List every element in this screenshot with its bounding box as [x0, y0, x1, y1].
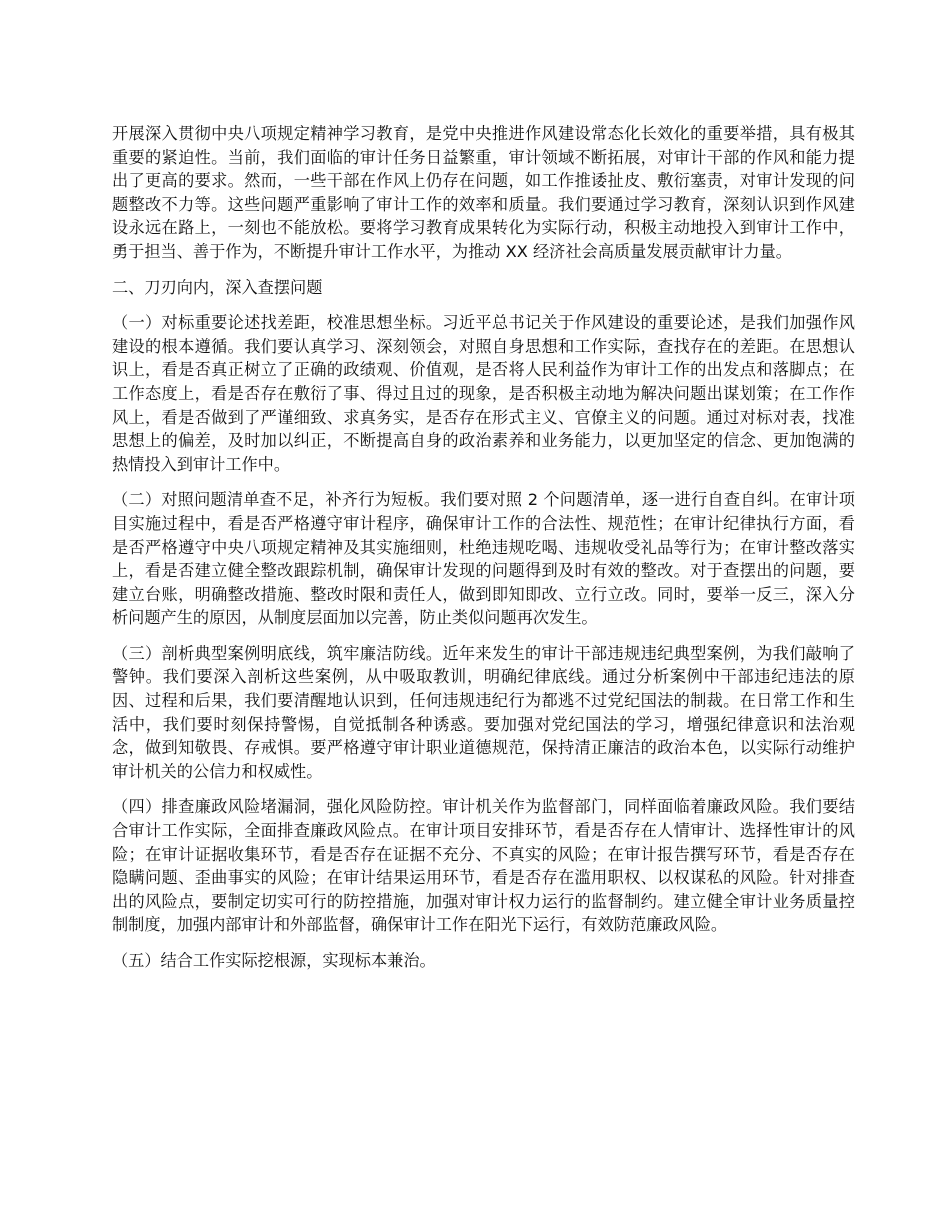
paragraph-item-2: （二）对照问题清单查不足，补齐行为短板。我们要对照 2 个问题清单，逐一进行自查自纠。在审计项目实施过程中，看是否严格遵守审计程序，确保审计工作的合法性、规范性；在审计纪律执行方面，看是否严格遵守中央八项规定精神及其实施细则，杜绝违规吃喝、违规收受礼品等行为；在审计整改落实上，看是否建立健全整改跟踪机制，确保审计发现的问题得到及时有效的整改。对于查摆出的问题，要建立台账，明确整改措施、整改时限和责任人，做到即知即改、立行立改。同时，要举一反三，深入分析问题产生的原因，从制度层面加以完善，防止类似问题再次发生。	[112, 490, 855, 628]
paragraph-item-1: （一）对标重要论述找差距，校准思想坐标。习近平总书记关于作风建设的重要论述，是我们加强作风建设的根本遵循。我们要认真学习、深刻领会，对照自身思想和工作实际，查找存在的差距。在思想认识上，看是否真正树立了正确的政绩观、价值观，是否将人民利益作为审计工作的出发点和落脚点；在工作态度上，看是否存在敷衍了事、得过且过的现象，是否积极主动地为解决问题出谋划策；在工作作风上，看是否做到了严谨细致、求真务实，是否存在形式主义、官僚主义的问题。通过对标对表，找准思想上的偏差，及时加以纠正，不断提高自身的政治素养和业务能力，以更加坚定的信念、更加饱满的热情投入到审计工作中。	[112, 313, 855, 474]
paragraph-item-5: （五）结合工作实际挖根源，实现标本兼治。	[112, 951, 436, 970]
document-body	[112, 122, 855, 985]
section-heading-2: 二、刀刃向内，深入查摆问题	[112, 277, 323, 297]
paragraph-item-4: （四）排查廉政风险堵漏洞，强化风险防控。审计机关作为监督部门，同样面临着廉政风险。我们要结合审计工作实际，全面排查廉政风险点。在审计项目安排环节，看是否存在人情审计、选择性审计的风险；在审计证据收集环节，看是否存在证据不充分、不真实的风险；在审计报告撰写环节，看是否存在隐瞒问题、歪曲事实的风险；在审计结果运用环节，看是否存在滥用职权、以权谋私的风险。针对排查出的风险点，要制定切实可行的防控措施，加强对审计权力运行的监督制约。建立健全审计业务质量控制制度，加强内部审计和外部监督，确保审计工作在阳光下运行，有效防范廉政风险。	[112, 797, 855, 935]
paragraph-item-3: （三）剖析典型案例明底线，筑牢廉洁防线。近年来发生的审计干部违规违纪典型案例，为我们敲响了警钟。我们要深入剖析这些案例，从中吸取教训，明确纪律底线。通过分析案例中干部违纪违法的原因、过程和后果，我们要清醒地认识到，任何违规违纪行为都逃不过党纪国法的制裁。在日常工作和生活中，我们要时刻保持警惕，自觉抵制各种诱惑。要加强对党纪国法的学习，增强纪律意识和法治观念，做到知敬畏、存戒惧。要严格遵守审计职业道德规范，保持清正廉洁的政治本色，以实际行动维护审计机关的公信力和权威性。	[112, 643, 855, 781]
intro-paragraph: 开展深入贯彻中央八项规定精神学习教育，是党中央推进作风建设常态化长效化的重要举措，具有极其重要的紧迫性。当前，我们面临的审计任务日益繁重，审计领域不断拓展，对审计干部的作风和能力提出了更高的要求。然而，一些干部在作风上仍存在问题，如工作推诿扯皮、敷衍塞责，对审计发现的问题整改不力等。这些问题严重影响了审计工作的效率和质量。我们要通过学习教育，深刻认识到作风建设永远在路上，一刻也不能放松。要将学习教育成果转化为实际行动，积极主动地投入到审计工作中，勇于担当、善于作为，不断提升审计工作水平，为推动 XX 经济社会高质量发展贡献审计力量。	[112, 124, 855, 261]
